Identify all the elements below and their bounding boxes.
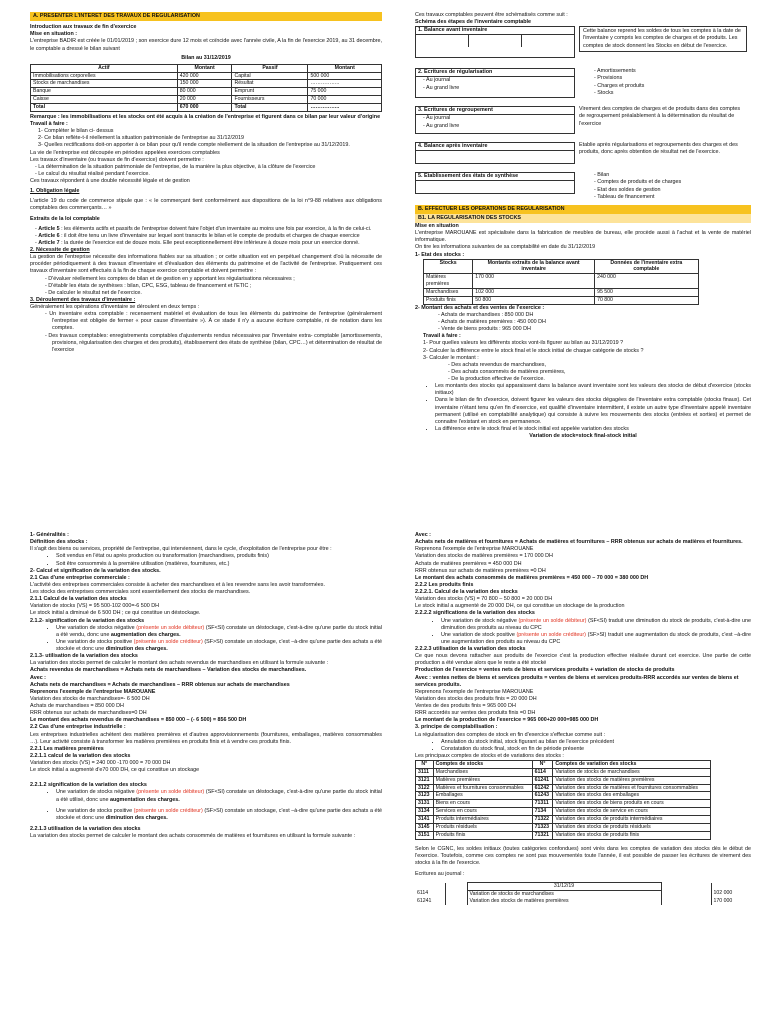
step-description: Etablie après régularisations et regroupements des charges et des produits, donc après obtention de résultat net de l'exercice. [579, 142, 738, 156]
table-cell: …………….. [308, 104, 382, 112]
rep-result: Le montant des achats consommés de matières premières = 450 000 – 70 000 = 380 000 DH [415, 574, 649, 581]
c2211-title: 2.2.1.1 calcul de la variation des stocks [30, 752, 131, 759]
list-item: - Le calcul du résultat réalisé pendant l'exercice. [42, 171, 382, 178]
reprenons: Reprenons l'exemple de l'entreprise MAROUANE [415, 546, 534, 553]
table-header: Stocks [424, 259, 473, 274]
list-item: Variation des stocks de marchandises=- 6 500 DH [30, 695, 150, 702]
table-cell [661, 890, 711, 897]
table-cell: 6114 [417, 890, 429, 897]
table-cell: Variation des stocks de matières premières [553, 776, 710, 784]
list-item: - Au grand livre [430, 85, 574, 92]
table-row [416, 784, 711, 792]
s3-text: Généralement les opérations d'inventaire se déroulent en deux temps : [30, 304, 200, 311]
list-item: • Annulation du stock initial, stock figurant au bilan de l'exercice précédent [441, 739, 751, 746]
page-top-right [415, 12, 751, 510]
table-header: Actif [31, 64, 178, 72]
table-cell: 71311 [532, 800, 553, 808]
schema-title: Schéma des étapes de l'inventaire comptable [415, 19, 532, 26]
c221-title: 2.2.1 Les matières premières [30, 745, 104, 752]
table-cell: 420 000 [177, 72, 232, 80]
table-cell: 80 000 [177, 88, 232, 96]
table-cell: Variation de stocks de marchandises [553, 768, 710, 776]
table-cell: Services en cours [433, 808, 532, 816]
travail-label: Travail à faire : [30, 121, 68, 128]
mise-text: L'entreprise MAROUANE est spécialisée dans la fabrication de meubles de bureau, elle procède aussi à l'achat et la vente de matériel informatique. [415, 230, 751, 244]
list-item: RRR obtenus sur achats de matières premières =0 DH [415, 567, 546, 574]
schema-step-5 [415, 172, 751, 201]
table-row [416, 800, 711, 808]
table-row [416, 776, 711, 784]
table-row [31, 104, 382, 112]
c2213-title: 2.2.1.3 utilisation de la variation des stocks [30, 825, 141, 832]
extraits-title: Extraits de la loi comptable [30, 215, 100, 222]
c21-text: L'activité des entreprises commerciales consiste à acheter des marchandises et à les revendre sans les avoir transformées. [30, 581, 325, 588]
definition-text: Il s'agit des biens ou services, propriété de l'entreprise, qui interviennent, dans le cycle, d'exploitation de l'entreprise pour être : [30, 546, 332, 553]
calc-list [415, 362, 751, 383]
table-cell: Emprunt [232, 88, 308, 96]
table-row [424, 274, 699, 289]
list-item: • Les montants des stocks qui apparaissent dans la balance avant inventaire sont les valeurs des stocks de début d'exercice (stocks initiaux) [435, 383, 751, 397]
step-description: Virement des comptes de charges et de produits dans des comptes de regroupement préalablement à la détermination du résultat de l'exercice [579, 106, 741, 127]
list-item: 2- Ce bilan reflète-t-il réellement la situation patrimoniale de l'entreprise au 31/12/2019 [38, 135, 244, 142]
s3-title: 3. Déroulement des travaux d'inventaire : [30, 296, 136, 303]
list-item: - Des achats revendus de marchandises, [455, 362, 751, 369]
bilan-title: Bilan au 31/12/2019 [181, 54, 231, 61]
table-cell: 61241 [532, 776, 553, 784]
c212-list [30, 625, 382, 654]
c2221-line: Le stock initial a augmenté de 20 000 DH, ce qui constitue un stockage de la production [415, 603, 625, 610]
table-cell: Variation de stocks de marchandises [469, 890, 554, 897]
table-cell: 3151 [416, 831, 434, 839]
table-cell: Matières premières [424, 274, 473, 289]
list-item: - Charges et produits [601, 83, 747, 90]
c222-title: 2.2.2 Les produits finis [415, 581, 474, 588]
table-cell: 20 000 [177, 96, 232, 104]
table-cell: 3134 [416, 808, 434, 816]
table-header: N° [532, 761, 553, 769]
avec-label: Avec : [30, 674, 46, 681]
table-row [31, 80, 382, 88]
etat-title: 1- Etat des stocks : [415, 251, 465, 258]
table-cell: 150 000 [177, 80, 232, 88]
repondent-text: Ces travaux répondent à une double nécessité légale et de gestion [30, 178, 190, 185]
table-cell: Résultat [232, 80, 308, 88]
table-cell: …………….. [308, 80, 382, 88]
list-item: - Comptes de produits et de charges [601, 179, 747, 186]
table-cell [661, 898, 711, 905]
table-cell: Variation des stocks de biens produits en cours [553, 800, 710, 808]
c2222-title: 2.2.2.2 significations de la variation des stocks [415, 610, 535, 617]
s2-list [30, 276, 382, 297]
stock-table [423, 259, 699, 305]
table-cell: 71323 [532, 823, 553, 831]
c2213-text: La variation des stocks permet de calculer le montant des achats consommés de matières et fournitures en utilisant la formule suivante : [30, 833, 356, 839]
rep-result: Le montant des achats revendus de marchandises = 850 000 – (- 6 500) = 856 500 DH [30, 717, 247, 724]
c22-text: Les entreprises industrielles achètent des matières premières et d'autres approvisionnements (fournitures, emballages, matières consommables …). Leur activité consiste à transformer les matières premières en produits finis et à vendre ces produits finis. [30, 731, 382, 745]
s2-title: 2. Nécessite de gestion [30, 247, 90, 254]
travail-label: Travail à faire : [423, 333, 461, 340]
section-b-heading: B. EFFECTUER LES OPERATIONS DE REGULARISATION [415, 205, 751, 214]
c211-title: 2.1.1 Calcul de la variation des stocks [30, 596, 127, 603]
definition-title: Définition des stocks : [30, 539, 88, 546]
c21-title: 2.1 Cas d'une entreprise commerciale : [30, 574, 130, 581]
articles-list [30, 226, 382, 247]
table-row [416, 768, 711, 776]
c2221-line: Variation des stocks (VS) = 70 800 – 50 800 = 20 000 DH [415, 596, 553, 603]
list-item: - La détermination de la situation patrimoniale de l'entreprise, de la manière la plus objective, à la clôture de l'exercice [42, 164, 382, 171]
ecritures-label: Ecritures au journal : [415, 870, 465, 877]
table-cell: Biens en cours [433, 800, 532, 808]
table-header: Montants extraits de la balance avant inventaire [473, 259, 595, 274]
schema-step-1 [415, 26, 751, 58]
table-cell: 3131 [416, 800, 434, 808]
prod-avec: Avec : ventes nettes de biens et services produits = ventes de biens et services produits-RRR accordés sur ventes de biens et services produits. [415, 674, 739, 688]
journal-date: 31/12/19 [467, 883, 661, 891]
list-item: - Vente de biens produits : 965 000 DH [445, 326, 751, 333]
table-cell: Marchandises [424, 289, 473, 297]
c2222-list [415, 618, 751, 647]
variation-formula: Variation de stock=stock final-stock initial [529, 433, 637, 440]
c213-title: 2.1.3- utilisation de la variation des stocks [30, 653, 138, 660]
notes-list [415, 383, 751, 433]
table-cell: Total [31, 104, 178, 112]
step-label: 5. Etablissement des états de synthèse [416, 173, 574, 181]
c21-text-2: Les stocks des entreprises commerciales sont essentiellement des stocks de marchandises. [30, 589, 251, 595]
table-cell: Marchandises [433, 768, 532, 776]
br-formula: Achats nets de matières et fournitures = Achats de matières et fournitures – RRR obtenus sur achats de matières et fournitures. [415, 539, 743, 546]
c3-text-2: Les principaux comptes de stocks et de variations des stocks : [415, 752, 564, 759]
table-cell: 6114 [532, 768, 553, 776]
table-cell: 70 000 [308, 96, 382, 104]
travaux-list [30, 164, 382, 178]
reprenons: Reprenons l'exemple de l'entreprise MAROUANE [415, 688, 534, 695]
table-cell: 3122 [416, 784, 434, 792]
table-cell: 61241 [417, 897, 432, 904]
list-item: • Une variation de stocks négative (présente un solde débiteur) (SF<SI) constate un déstockage, c'est-à-dire qu'une partie du stock initial a été vendu, donc une augmentation des charges. [56, 625, 382, 639]
situation-text: L'entreprise BADIR est créée le 01/01/2019 ; son exercice dure 12 mois et coïncide avec l'année civile, A la fin de l'exercice 2019, au 31 decembre, le comptable a dressé le bilan suivant [30, 38, 382, 52]
table-cell: 50 800 [473, 296, 595, 304]
list-item: - Stocks [601, 90, 747, 97]
montant-list [415, 312, 751, 333]
list-item: - Etat des soldes de gestion [601, 187, 747, 194]
page-top-left [30, 12, 382, 510]
table-cell: 670 000 [177, 104, 232, 112]
table-cell [445, 898, 467, 905]
step-label: 1. Balance avant inventaire [416, 27, 574, 35]
table-row [415, 898, 751, 905]
list-item: Variation des stocks de matières premières = 170 000 DH [415, 553, 553, 560]
table-header: Comptes de variation des stocks [553, 761, 710, 769]
table-cell: Variation des stocks de service en cours [553, 808, 710, 816]
c2211-line: Le stock initial a augmenté d'e70 000 DH, ce qui constitue un stockage [30, 767, 200, 774]
table-cell: Variation des stocks de produits résiduels [553, 823, 710, 831]
c3-text: La régularisation des comptes de stock en fin d'exercice s'effectue comme suit : [415, 731, 606, 738]
list-item: • Soit vendus en l'état ou après production ou transformation (marchandises, produits finis) [56, 553, 382, 560]
table-row [31, 96, 382, 104]
table-header: Données de l'inventaire extra comptable [595, 259, 698, 274]
list-item: - Provisions [601, 75, 747, 82]
table-cell: Emballages [433, 792, 532, 800]
table-row [415, 890, 751, 897]
c213-text: La variation des stocks permet de calculer le montant des achats revendus de marchandises en utilisant la formule suivante : [30, 660, 329, 667]
step-label: 2. Ecritures de régularisation [416, 69, 574, 77]
table-cell: Produits intermédiaires [433, 816, 532, 824]
c2-title: 2- Calcul et signification de la variation des stocks. [30, 567, 161, 574]
list-item: - De la production effective de l'exercice. [455, 376, 751, 383]
table-row [416, 816, 711, 824]
list-item: • Soit être consommés à la première utilisation (matières, fournitures, etc.) [56, 561, 382, 568]
remarque: Remarque : les immobilisations et les stocks ont été acquis à la création de l'entreprise et figurent dans ce bilan par leur valeur d'origine [30, 113, 381, 120]
list-item: - Au journal [430, 77, 574, 84]
c211-line: Variation de stocks (VS) = 95 500-102 000=-6 500 DH [30, 603, 160, 610]
table-cell: Produits finis [424, 296, 473, 304]
table-row [31, 72, 382, 80]
c2223-title: 2.2.2.3 utilisation de la variation des stocks [415, 646, 526, 652]
table-cell: Variation des stocks de produits finis [553, 831, 710, 839]
table-cell: 170 000 [473, 274, 595, 289]
travail-list [30, 128, 382, 149]
list-item: • Une variation de stock positive (présente un solde créditeur) (SF>SI) traduit une augmentation du stock de produits, c'est –à-dire une augmentation des produits au niveau du CPC [441, 632, 751, 646]
c2212-list [30, 789, 382, 822]
page-bottom-left [30, 532, 382, 1022]
list-item: - Article 7 : la durée de l'exercice est de douze mois. Elle peut exceptionnellement être inférieure à douze mois pour un exercice donné. [42, 240, 382, 247]
s1-title: 1. Obligation légale [30, 188, 80, 195]
table-header: Montant [308, 64, 382, 72]
list-item: 3- Quelles rectifications doit-on apporter à ce bilan pour qu'il rende compte réellement de la situation de l'entreprise au 31/12/2019. [38, 142, 350, 149]
list-item: - D'évaluer réellement les comptes de bilan et de gestion en y apportant les régularisations nécessaires ; [52, 276, 382, 283]
table-row [416, 792, 711, 800]
table-cell: 71322 [532, 816, 553, 824]
table-cell: Matières premières [433, 776, 532, 784]
list-item: - Tableau de financement [601, 194, 747, 201]
c2223-text: Ce que nous devons rattacher aux produits de l'exercice c'est la production effective réalisée durant cet exercice. Une partie de cette production a été vendue alors que le reste a été stocké [415, 653, 751, 667]
travaux-text: Les travaux d'inventaire (ou travaux de fin d'exercice) doivent permettre : [30, 156, 204, 163]
schema-step-3 [415, 106, 751, 134]
list-item: 1- Compléter le bilan ci- dessus [38, 128, 114, 135]
table-cell: Variation des stocks de produits intermédiaires [553, 816, 710, 824]
table-cell: Stocks de marchandises [31, 80, 178, 88]
list-item: - Article 6 : il doit être tenu un livre d'inventaire sur lequel sont transcrits le bilan et le compte de produits et charges de chaque exercice [42, 233, 382, 240]
table-cell: Variation des stocks de matières et fournitures consommables [553, 784, 710, 792]
list-item: - D'établir les états de synthèses : bilan, CPC, ESG, tableau de financement et l'ETIC ; [52, 283, 382, 290]
list-item: 1- Pour quelles valeurs les différents stocks vont-ils figurer au bilan au 31/12/2019 ? [423, 340, 624, 347]
list-item: - Achats de matières premières : 450 000 DH [445, 319, 751, 326]
table-cell: 70 800 [595, 296, 698, 304]
c3-list [415, 739, 751, 753]
section-a-heading: A. PRESENTER L'INTERET DES TRAVAUX DE REGULARISATION [30, 12, 382, 21]
s1-text: L'article 19 du code de commerce stipule que : « le commerçant tient conformément aux dispositions de la loi n°9-88 relatives aux obligations comptables des commerçants… » [30, 198, 382, 212]
table-row [416, 808, 711, 816]
table-cell: 61242 [532, 784, 553, 792]
list-item: • Une variation de stock négative (présente un solde débiteur) (SF<SI) traduit une diminution du stock de produits, c'est-à-dire une diminution des produits au niveau du CPC [441, 618, 751, 632]
table-row [424, 289, 699, 297]
c213-formula: Achats revendus de marchandises = Achats nets de marchandises – Variation des stocks de marchandises. [30, 667, 307, 674]
table-cell: Fournisseurs [232, 96, 308, 104]
table-cell: 3123 [416, 792, 434, 800]
step-label: 4. Balance après inventaire [416, 143, 574, 151]
schema-intro: Ces travaux comptables peuvent être schématisés comme suit : [415, 12, 568, 18]
table-header: Comptes de stocks [433, 761, 532, 769]
mise-label: Mise en situation [415, 223, 459, 229]
list-item: - De calculer le résultat net de l'exercice. [52, 290, 382, 297]
table-cell: 3111 [416, 768, 434, 776]
s2-text: La gestion de l'entreprise nécessite des informations fiables sur sa situation ; or cette situation est en perpétuel changement d'où la nécessite de procéder périodiquement à des travaux d'inventaire et d'évaluation des éléments du patrimoine et de l'activité de l'entreprise. Pratiquement ces travaux d'inventaire sont effectués à la fin de chaque exercice comptable et doivent permettre : [30, 254, 382, 275]
list-item: - Au journal [430, 115, 574, 122]
list-item: 3- Calculer le montant : [423, 354, 479, 361]
table-cell: Immobilisations corporelles [31, 72, 178, 80]
table-cell: 102 000 [473, 289, 595, 297]
list-item: - Article 5 : les éléments actifs et passifs de l'entreprise doivent faire l'objet d'un inventaire au moins une fois par exercice, à la fin de celui-ci. [42, 226, 382, 233]
c2211-line: Variation des stocks (VS) = 240 000 -170 000 = 70 000 DH [30, 760, 171, 766]
c22-title: 2.2 Cas d'une entreprise industrielle : [30, 724, 126, 731]
table-cell: Matières et fournitures consommables [433, 784, 532, 792]
table-cell: Produits résiduels [433, 823, 532, 831]
table-cell: 3121 [416, 776, 434, 784]
table-header: N° [416, 761, 434, 769]
list-item: Achats de marchandises = 850 000 DH [30, 703, 124, 709]
table-row [31, 88, 382, 96]
list-item: 2- Calculer la différence entre le stock final et le stock initial de chaque catégorie de stocks ? [423, 347, 644, 354]
table-cell: 75 000 [308, 88, 382, 96]
list-item: • Dans le bilan de fin d'exercice, doivent figurer les valeurs des stocks dégagées de l'inventaire extra comptable (stocks finaux). Cet inventaire n'étant tenu qu'en fin d'exercice, est qualifié d'inventaire intermittent, il existe un autre type d'inventaire appelé inventaire permanent (utilisé en comptabilité analytique) qui consiste à suivre les mouvements des stocks (entrées et sorties) et permet de connaitre l'existant en stock en permanence. [435, 397, 751, 426]
travail-list [415, 340, 751, 361]
list-item: • Constatation du stock final, stock en fin de période présente [441, 746, 751, 753]
b1-title: B1. LA REGULARISATION DES STOCKS [415, 214, 751, 223]
table-cell: Variation des stocks des emballages [553, 792, 710, 800]
schema-step-4 [415, 142, 751, 164]
list-item: - Des travaux comptables: enregistrements comptables d'ajustements rendus nécessaires par l'inventaire extra- comptable (amortissements, provisions, régularisation des charges et des produits), établissement des états de synthèse (bilan, CPC…) et détermination de résultat de l'exercice [52, 333, 382, 354]
list-item: • Une variation de stocks positive (présente un solde créditeur) (SF>SI) constate un stockage, c'est –à-dire qu'une partie des achats a été stockée et donc une diminution des charges. [56, 639, 382, 653]
list-item: - Un inventaire extra comptable : recensement matériel et évaluation de tous les éléments du patrimoine de l'entreprise (généralement l'entreprise est obligée de fermer « pour cause d'inventaire »). À ce stade il n'y a aucune écriture comptable, ni de notation dans les comptes. [52, 311, 382, 332]
step-description: Cette balance reprend les soldes de tous les comptes à la date de l'inventaire y compris les comptes de charges et de produits. Les comptes de stock donnent les Stocks en début de l'exercice. [579, 26, 747, 51]
avec-text: Achats nets de marchandises = Achats de marchandises – RRR obtenus sur achats de marchandises [30, 681, 290, 688]
table-cell: Total [232, 104, 308, 112]
page-bottom-right [415, 532, 751, 1022]
table-cell: 102 000 [713, 890, 733, 897]
definition-list [30, 553, 382, 567]
generalites-title: 1- Généralités : [30, 532, 69, 538]
table-row [424, 296, 699, 304]
table-header: Montant [177, 64, 232, 72]
situation-label: Mise en situation : [30, 31, 78, 38]
c2212-title: 2.2.1.2 signification de la variation des stocks [30, 782, 147, 789]
table-cell: Banque [31, 88, 178, 96]
list-item: RRR obtenus sur achats de marchandises=0 DH [30, 710, 147, 717]
table-cell: Capital [232, 72, 308, 80]
list-item: • La différence entre le stock final et le stock initial est appelée variation des stocks [435, 426, 751, 433]
table-cell: 240 000 [595, 274, 698, 289]
prod-formula: Production de l'exercice = ventes nets de biens et services produits + variation de stocks de produits [415, 667, 675, 674]
table-header: Passif [232, 64, 308, 72]
list-item: - Bilan [601, 172, 747, 179]
avec-label: Avec : [415, 532, 431, 538]
table-cell: 3145 [416, 823, 434, 831]
table-cell: 95 500 [595, 289, 698, 297]
c212-title: 2.1.2- signification de la variation des stocks [30, 617, 145, 624]
list-item: - Au grand livre [430, 123, 574, 130]
bilan-table [30, 64, 382, 112]
journal-table [415, 882, 751, 905]
table-cell: Produits finis [433, 831, 532, 839]
c3-title: 3. principe de comptabilisation : [415, 724, 498, 731]
list-item: RRR accordés sur ventes des produits finis =0 DH [415, 710, 536, 717]
table-cell: 500 000 [308, 72, 382, 80]
list-item: - Amortissements [601, 68, 747, 75]
c211-line: Le stock initial a diminué de 6 500 DH ; ce qui constitue un déstockage. [30, 610, 201, 617]
table-cell: 71321 [532, 831, 553, 839]
table-cell: Caisse [31, 96, 178, 104]
table-row [416, 823, 711, 831]
reprenons: Reprenons l'exemple de l'entreprise MAROUANE [30, 688, 156, 695]
step-label: 3. Ecritures de regroupement [416, 107, 574, 115]
rep2-result: Le montant de la production de l'exercice = 965 000+20 000=985 000 DH [415, 717, 599, 724]
intro-title: Introduction aux travaux de fin d'exercice [30, 24, 137, 31]
table-cell: 170 000 [713, 897, 733, 904]
vie-text: La vie de l'entreprise est découpée en périodes appelées exercices comptables [30, 149, 220, 156]
table-row [416, 831, 711, 839]
list-item: Ventes de des produits finis = 965 000 DH [415, 703, 516, 709]
list-item: - Achats de marchandises : 850 000 DH [445, 312, 751, 319]
list-item: - Des achats consommés de matières premières, [455, 369, 751, 376]
c2221-title: 2.2.2.1. Calcul de la variation des stocks [415, 589, 518, 595]
table-cell: Variation des stocks de matières premières [469, 897, 569, 904]
table-cell [445, 890, 467, 897]
schema-step-2 [415, 68, 751, 98]
table-cell: 3141 [416, 816, 434, 824]
table-cell: 61243 [532, 792, 553, 800]
table-cell: 7134 [532, 808, 553, 816]
cgnc-text: Selon le CGNC, les soldes initiaux (toutes catégories confondues) sont virés dans les comptes de variation des stocks dès le début de l'exercice. Toutefois, comme ces comptes ne sont pas mouvementés toute l'année, il est possible de passer les écritures de virement des stocks à la fin de l'exercice. [415, 845, 751, 866]
accounts-table [415, 760, 711, 840]
list-item: Variation des stocks des produits finis = 20 000 DH [415, 695, 537, 702]
montant-title: 2- Montant des achats et des ventes de l'exercice : [415, 304, 545, 311]
mise-text-2: On tire les informations suivantes de sa comptabilité en date du 31/12/2019 [415, 244, 596, 251]
list-item: • Une variation de stocks négative (présente un solde débiteur) (SF<SI) constate un déstockage, c'est-à-dire qu'une partie du stock initial a été utilisé, donc une augmentation des charges. [56, 789, 382, 803]
s3-list [30, 311, 382, 354]
list-item: Achats de matières premières = 450 000 DH [415, 560, 522, 567]
list-item: • Une variation de stocks positive (présente un solde créditeur) (SF>SI) constate un stockage, c'est –à-dire qu'une partie des achats a été stockée et donc une diminution des charges. [56, 808, 382, 822]
